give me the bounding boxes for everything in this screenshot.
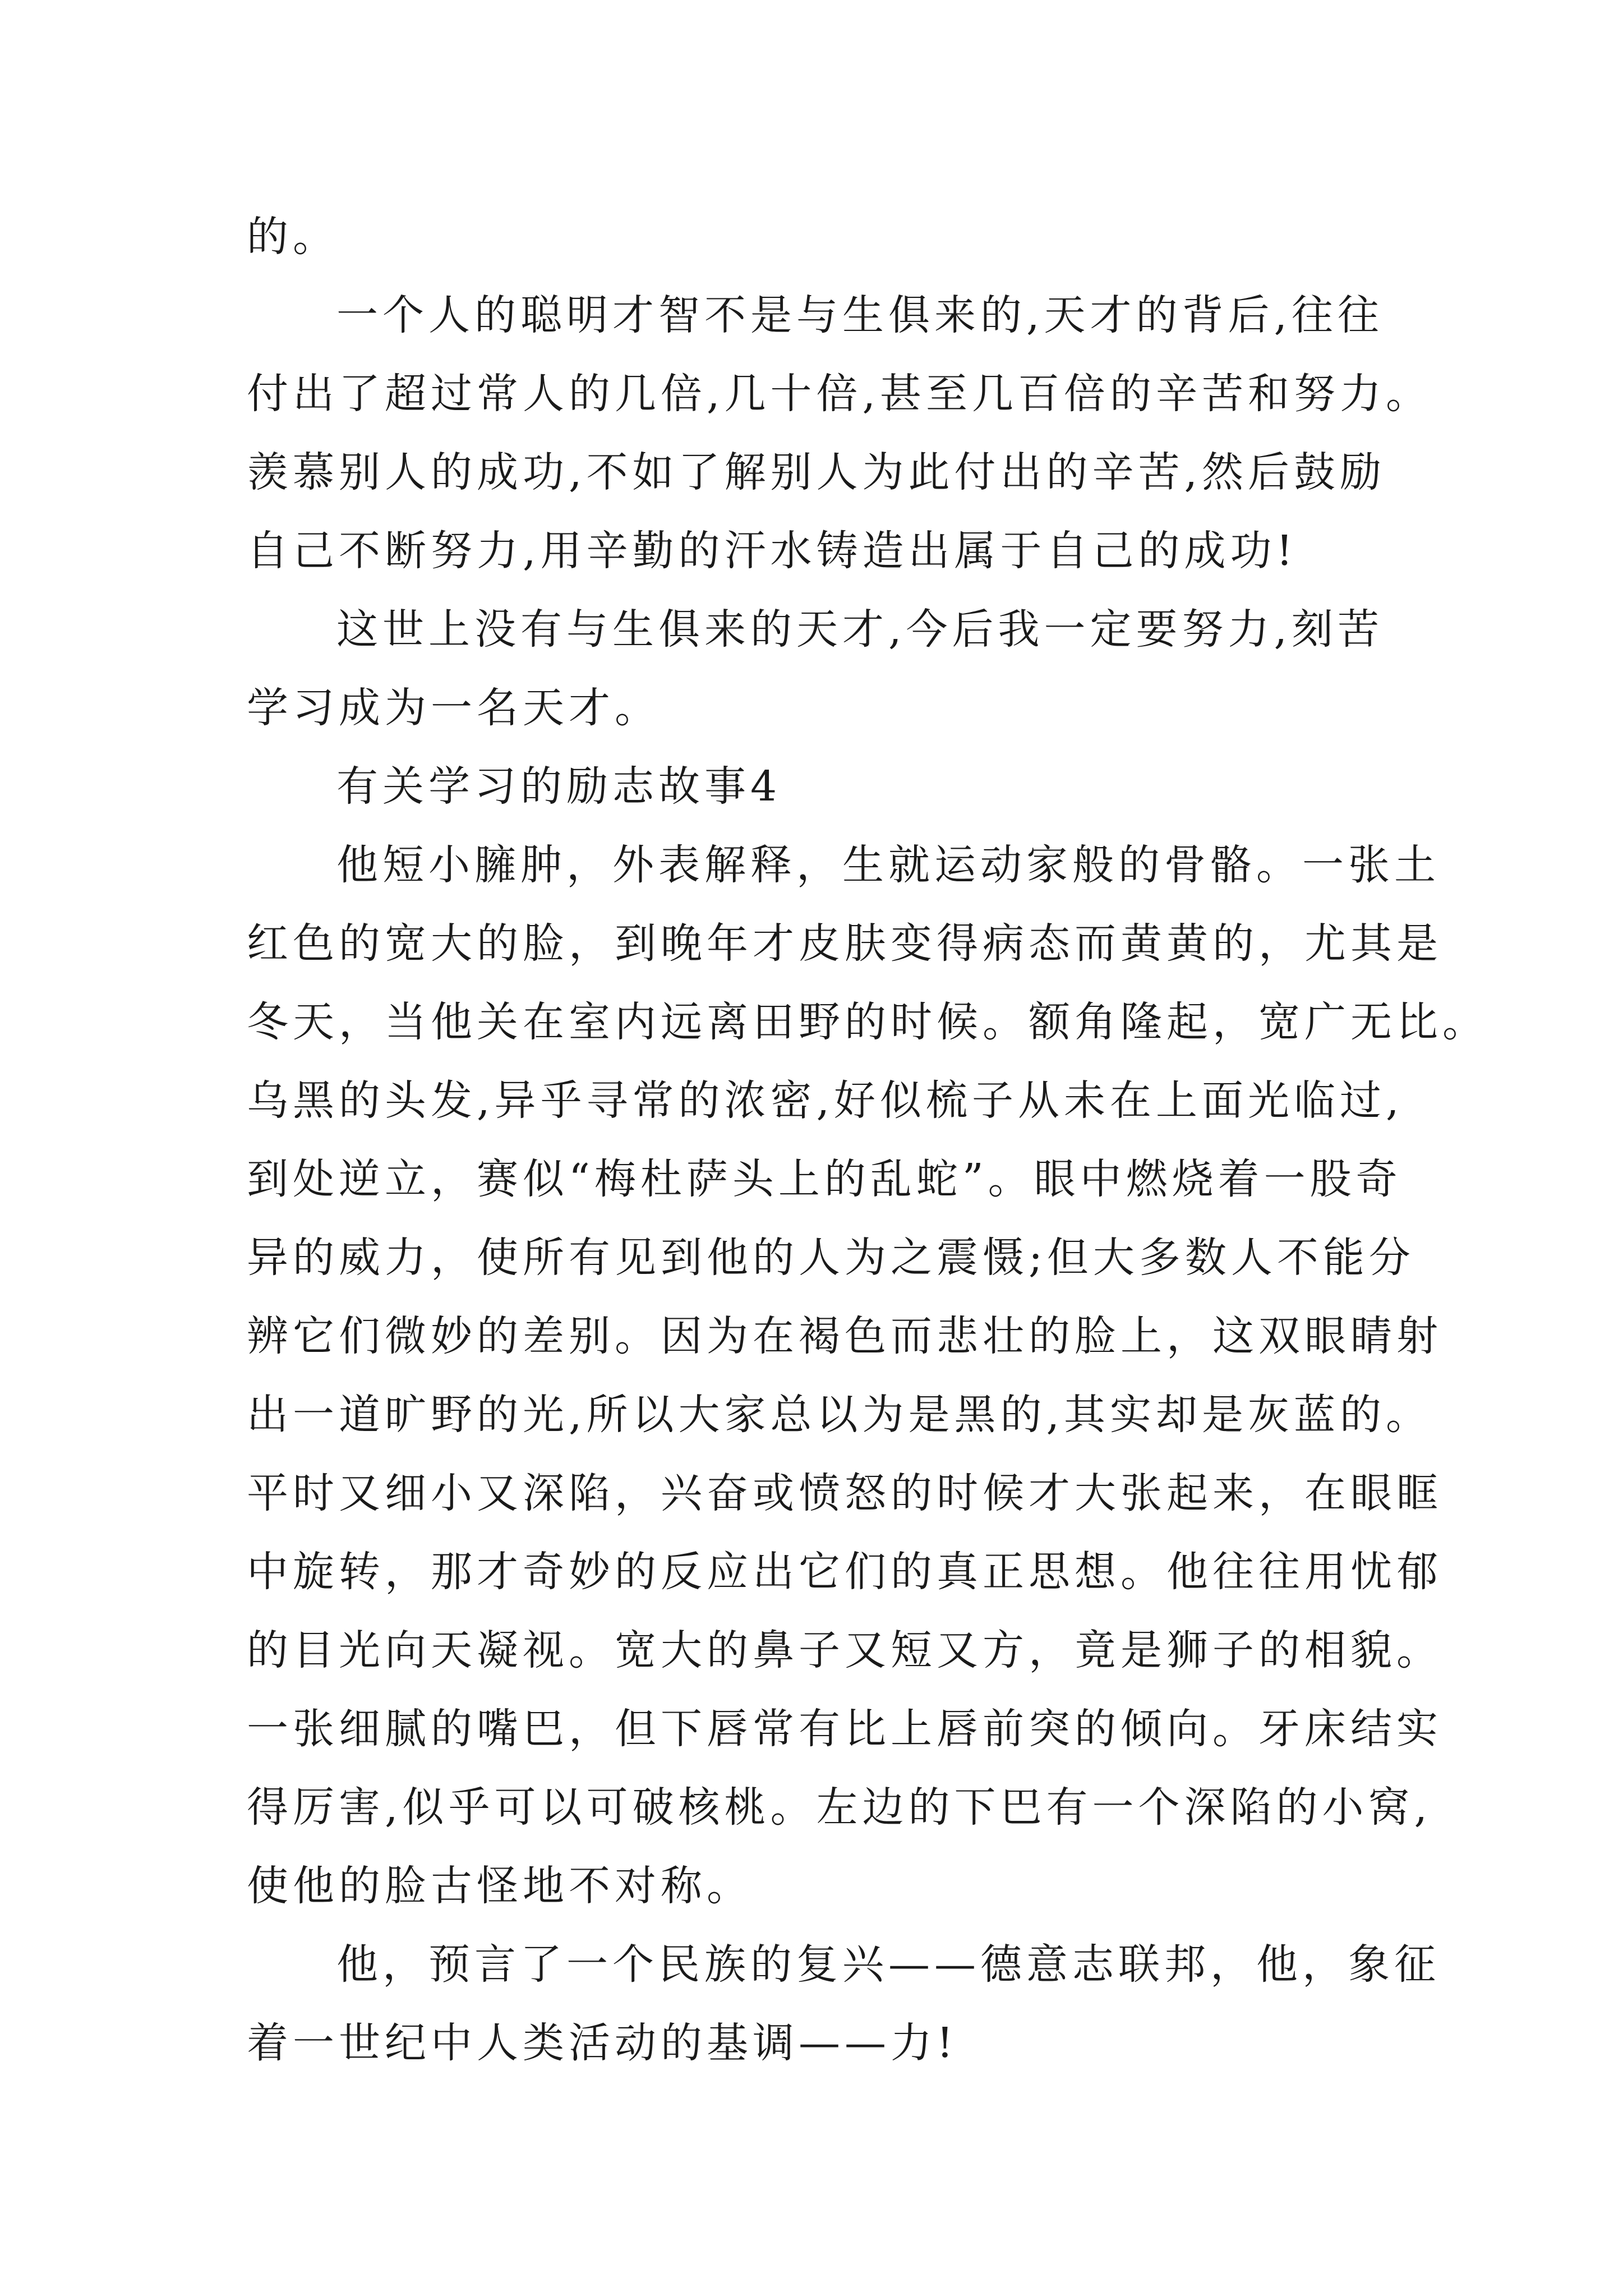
text-line: 辨它们微妙的差别。因为在褐色而悲壮的脸上，这双眼睛射	[247, 1312, 1442, 1360]
text-line: 中旋转，那才奇妙的反应出它们的真正思想。他往往用忧郁	[247, 1548, 1442, 1596]
text-line: 的目光向天凝视。宽大的鼻子又短又方，竟是狮子的相貌。	[247, 1626, 1442, 1674]
text-line: 着一世纪中人类活动的基调——力!	[247, 2019, 958, 2067]
section-heading: 有关学习的励志故事4	[336, 762, 782, 811]
text-line: 得厉害,似乎可以可破核桃。左边的下巴有一个深陷的小窝,	[247, 1783, 1432, 1832]
text-line: 学习成为一名天才。	[247, 684, 661, 732]
paragraph-line: 一个人的聪明才智不是与生俱来的,天才的背后,往往	[336, 291, 1384, 339]
paragraph-line: 他短小臃肿，外表解释，生就运动家般的骨骼。一张土	[336, 841, 1440, 889]
text-line: 平时又细小又深陷，兴奋或愤怒的时候才大张起来，在眼眶	[247, 1469, 1442, 1517]
text-line: 出一道旷野的光,所以大家总以为是黑的,其实却是灰蓝的。	[247, 1391, 1432, 1439]
paragraph-line: 他，预言了一个民族的复兴——德意志联邦，他，象征	[336, 1940, 1440, 1989]
text-line: 一张细腻的嘴巴，但下唇常有比上唇前突的倾向。牙床结实	[247, 1705, 1442, 1753]
text-line: 付出了超过常人的几倍,几十倍,甚至几百倍的辛苦和努力。	[247, 370, 1432, 418]
text-line: 冬天，当他关在室内远离田野的时候。额角隆起，宽广无比。	[247, 998, 1488, 1046]
text-line: 使他的脸古怪地不对称。	[247, 1862, 753, 1910]
text-line: 自己不断努力,用辛勤的汗水铸造出属于自己的成功!	[247, 527, 1298, 575]
paragraph-line: 这世上没有与生俱来的天才,今后我一定要努力,刻苦	[336, 605, 1384, 654]
text-line: 的。	[247, 213, 339, 261]
text-line: 乌黑的头发,异乎寻常的浓密,好似梳子从未在上面光临过,	[247, 1076, 1404, 1125]
text-line: 异的威力，使所有见到他的人为之震慑;但大多数人不能分	[247, 1234, 1415, 1282]
text-line: 到处逆立，赛似“梅杜萨头上的乱蛇”。眼中燃烧着一股奇	[247, 1155, 1402, 1203]
text-line: 羡慕别人的成功,不如了解别人为此付出的辛苦,然后鼓励	[247, 448, 1386, 496]
text-line: 红色的宽大的脸，到晚年才皮肤变得病态而黄黄的，尤其是	[247, 919, 1442, 968]
